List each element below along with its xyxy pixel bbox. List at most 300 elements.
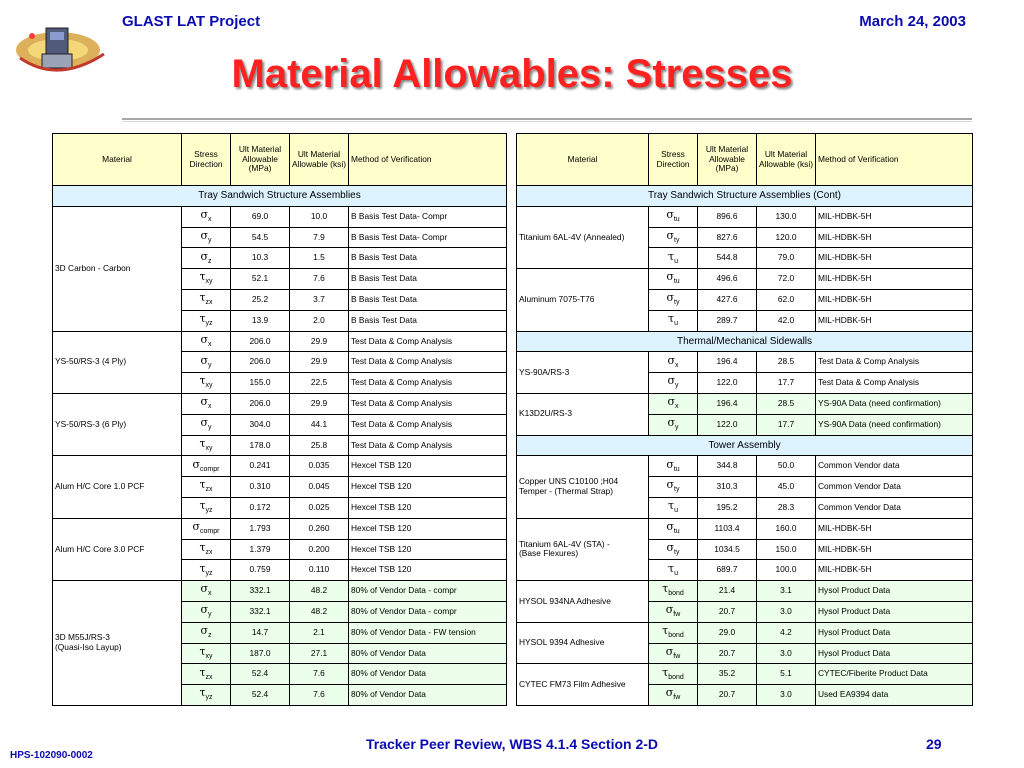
table-row <box>517 664 973 685</box>
allowable-mpa: 344.8 <box>698 456 757 477</box>
stress-subscript: x <box>675 403 679 411</box>
table-row <box>517 581 973 602</box>
verification-method: YS-90A Data (need confirmation) <box>816 393 973 414</box>
allowable-ksi: 2.1 <box>290 622 349 643</box>
allowable-ksi: 130.0 <box>757 206 816 227</box>
allowable-mpa: 122.0 <box>698 414 757 435</box>
stress-subscript: ty <box>674 549 680 557</box>
stress-symbol: τ <box>662 624 669 638</box>
table-row <box>517 206 973 227</box>
verification-method: Test Data & Comp Analysis <box>349 373 507 394</box>
stress-symbol: σ <box>200 624 208 638</box>
verification-method: Hexcel TSB 120 <box>349 560 507 581</box>
verification-method: MIL-HDBK-5H <box>816 227 973 248</box>
verification-method: Test Data & Comp Analysis <box>816 352 973 373</box>
stress-symbol: τ <box>199 686 206 700</box>
allowable-mpa: 304.0 <box>231 414 290 435</box>
stress-direction-symbol <box>649 269 698 290</box>
stress-symbol: σ <box>666 291 675 305</box>
stress-direction-symbol <box>649 560 698 581</box>
verification-method: Test Data & Comp Analysis <box>349 352 507 373</box>
stress-subscript: fw <box>673 611 681 619</box>
stress-subscript: zx <box>205 299 213 307</box>
stress-symbol: σ <box>200 416 208 430</box>
allowable-ksi: 79.0 <box>757 248 816 269</box>
allowable-ksi: 0.035 <box>290 456 349 477</box>
allowable-mpa: 827.6 <box>698 227 757 248</box>
allowable-ksi: 17.7 <box>757 373 816 394</box>
verification-method: Test Data & Comp Analysis <box>349 393 507 414</box>
section-title: Tower Assembly <box>517 435 973 456</box>
table-row <box>517 269 973 290</box>
stress-direction-symbol <box>182 518 231 539</box>
verification-method: Hexcel TSB 120 <box>349 497 507 518</box>
allowable-mpa: 13.9 <box>231 310 290 331</box>
allowable-mpa: 196.4 <box>698 352 757 373</box>
stress-symbol: τ <box>199 291 206 305</box>
allowable-mpa: 0.241 <box>231 456 290 477</box>
allowable-ksi: 72.0 <box>757 269 816 290</box>
material-name: Alum H/C Core 3.0 PCF <box>53 518 182 580</box>
allowable-mpa: 427.6 <box>698 289 757 310</box>
presentation-date: March 24, 2003 <box>859 13 966 30</box>
stress-symbol: τ <box>199 561 206 575</box>
stress-direction-symbol <box>182 560 231 581</box>
column-header-method: Method of Verification <box>349 134 507 186</box>
stress-direction-symbol <box>649 664 698 685</box>
stress-subscript: x <box>208 590 212 598</box>
verification-method: Used EA9394 data <box>816 685 973 706</box>
allowable-ksi: 28.5 <box>757 352 816 373</box>
allowable-ksi: 160.0 <box>757 518 816 539</box>
stress-subscript: yz <box>205 569 213 577</box>
column-header-ult-ksi: Ult Material Allowable (ksi) <box>290 134 349 186</box>
material-name: HYSOL 9394 Adhesive <box>517 622 649 664</box>
allowable-mpa: 332.1 <box>231 601 290 622</box>
verification-method: MIL-HDBK-5H <box>816 310 973 331</box>
allowable-ksi: 29.9 <box>290 331 349 352</box>
allowable-ksi: 0.260 <box>290 518 349 539</box>
allowable-ksi: 48.2 <box>290 581 349 602</box>
material-name: Copper UNS C10100 ;H04 Temper - (Thermal Strap) <box>517 456 649 518</box>
verification-method: 80% of Vendor Data - compr <box>349 581 507 602</box>
stress-subscript: x <box>208 403 212 411</box>
allowable-ksi: 4.2 <box>757 622 816 643</box>
verification-method: Hysol Product Data <box>816 622 973 643</box>
allowable-mpa: 0.310 <box>231 477 290 498</box>
allowable-mpa: 20.7 <box>698 685 757 706</box>
table-row <box>53 518 507 539</box>
allowable-mpa: 195.2 <box>698 497 757 518</box>
stress-subscript: z <box>208 257 212 265</box>
stress-symbol: τ <box>662 665 669 679</box>
allowable-mpa: 20.7 <box>698 643 757 664</box>
title-divider <box>122 118 972 120</box>
table-row <box>517 352 973 373</box>
verification-method: B Basis Test Data- Compr <box>349 206 507 227</box>
stress-symbol: τ <box>668 561 675 575</box>
table-row <box>53 393 507 414</box>
allowable-ksi: 28.5 <box>757 393 816 414</box>
stress-direction-symbol <box>649 248 698 269</box>
allowable-mpa: 1103.4 <box>698 518 757 539</box>
stress-direction-symbol <box>182 497 231 518</box>
stress-symbol: σ <box>666 228 675 242</box>
stress-subscript: u <box>674 257 678 265</box>
document-id: HPS-102090-0002 <box>10 750 93 761</box>
stress-symbol: σ <box>666 457 674 471</box>
stress-symbol: τ <box>668 499 675 513</box>
stress-symbol: σ <box>667 416 675 430</box>
stress-direction-symbol <box>182 310 231 331</box>
allowable-ksi: 62.0 <box>757 289 816 310</box>
material-name: YS-90A/RS-3 <box>517 352 649 394</box>
allowable-ksi: 100.0 <box>757 560 816 581</box>
allowable-mpa: 54.5 <box>231 227 290 248</box>
verification-method: 80% of Vendor Data <box>349 685 507 706</box>
footer-review-title: Tracker Peer Review, WBS 4.1.4 Section 2-D <box>365 736 659 752</box>
stress-direction-symbol <box>649 477 698 498</box>
verification-method: 80% of Vendor Data - compr <box>349 601 507 622</box>
allowable-ksi: 0.110 <box>290 560 349 581</box>
stress-symbol: σ <box>666 208 674 222</box>
allowable-ksi: 7.6 <box>290 664 349 685</box>
stress-direction-symbol <box>182 331 231 352</box>
verification-method: Hexcel TSB 120 <box>349 539 507 560</box>
allowable-mpa: 52.1 <box>231 269 290 290</box>
stress-subscript: tu <box>673 465 680 473</box>
stress-direction-symbol <box>649 227 698 248</box>
column-header-method: Method of Verification <box>816 134 973 186</box>
stress-symbol: τ <box>199 312 206 326</box>
allowable-mpa: 496.6 <box>698 269 757 290</box>
stress-symbol: σ <box>200 208 208 222</box>
section-title: Tray Sandwich Structure Assemblies (Cont) <box>517 186 973 207</box>
allowable-ksi: 50.0 <box>757 456 816 477</box>
stress-subscript: y <box>208 361 212 369</box>
allowable-ksi: 150.0 <box>757 539 816 560</box>
stress-subscript: xy <box>205 445 213 453</box>
allowable-mpa: 155.0 <box>231 373 290 394</box>
stress-direction-symbol <box>182 581 231 602</box>
stress-subscript: fw <box>673 694 681 702</box>
material-name: YS-50/RS-3 (4 Ply) <box>53 331 182 393</box>
stress-direction-symbol <box>182 352 231 373</box>
stress-subscript: tu <box>673 528 680 536</box>
stress-direction-symbol <box>649 393 698 414</box>
section-header-row <box>517 186 973 207</box>
allowable-ksi: 3.0 <box>757 643 816 664</box>
stress-subscript: tu <box>673 278 680 286</box>
stress-symbol: σ <box>665 686 674 700</box>
allowable-ksi: 0.045 <box>290 477 349 498</box>
allowable-ksi: 7.9 <box>290 227 349 248</box>
material-name: K13D2U/RS-3 <box>517 393 649 435</box>
stress-direction-symbol <box>649 685 698 706</box>
stress-subscript: zx <box>205 549 213 557</box>
stress-subscript: tu <box>673 216 680 224</box>
allowable-ksi: 29.9 <box>290 352 349 373</box>
material-name: Titanium 6AL-4V (Annealed) <box>517 206 649 268</box>
stress-symbol: τ <box>199 478 206 492</box>
table-row <box>517 622 973 643</box>
verification-method: Hexcel TSB 120 <box>349 477 507 498</box>
allowable-mpa: 14.7 <box>231 622 290 643</box>
stress-subscript: compr <box>200 465 220 473</box>
material-name: Alum H/C Core 1.0 PCF <box>53 456 182 518</box>
stress-subscript: bond <box>668 590 684 598</box>
stress-symbol: σ <box>666 270 674 284</box>
stress-symbol: τ <box>199 499 206 513</box>
stress-direction-symbol <box>649 518 698 539</box>
allowable-ksi: 3.1 <box>757 581 816 602</box>
stress-direction-symbol <box>649 206 698 227</box>
verification-method: Test Data & Comp Analysis <box>816 373 973 394</box>
stress-direction-symbol <box>182 539 231 560</box>
section-title: Thermal/Mechanical Sidewalls <box>517 331 973 352</box>
stress-symbol: τ <box>668 312 675 326</box>
stress-direction-symbol <box>182 269 231 290</box>
column-header-stress-direction: Stress Direction <box>182 134 231 186</box>
verification-method: MIL-HDBK-5H <box>816 269 973 290</box>
allowable-ksi: 48.2 <box>290 601 349 622</box>
allowable-ksi: 7.6 <box>290 685 349 706</box>
stress-direction-symbol <box>649 310 698 331</box>
stress-symbol: τ <box>668 249 675 263</box>
stress-subscript: xy <box>205 382 213 390</box>
verification-method: 80% of Vendor Data <box>349 643 507 664</box>
material-name: CYTEC FM73 Film Adhesive <box>517 664 649 706</box>
allowables-table-left <box>52 133 507 706</box>
stress-direction-symbol <box>649 373 698 394</box>
section-header-row <box>53 186 507 207</box>
allowable-mpa: 20.7 <box>698 601 757 622</box>
table-row <box>517 456 973 477</box>
stress-symbol: σ <box>200 395 208 409</box>
table-header-row <box>517 134 973 186</box>
material-name: 3D Carbon - Carbon <box>53 206 182 331</box>
table-row <box>517 393 973 414</box>
stress-direction-symbol <box>182 414 231 435</box>
stress-direction-symbol <box>649 289 698 310</box>
verification-method: MIL-HDBK-5H <box>816 518 973 539</box>
allowable-mpa: 1.793 <box>231 518 290 539</box>
stress-subscript: ty <box>674 299 680 307</box>
allowable-ksi: 17.7 <box>757 414 816 435</box>
material-name: HYSOL 934NA Adhesive <box>517 581 649 623</box>
section-title: Tray Sandwich Structure Assemblies <box>53 186 507 207</box>
stress-symbol: σ <box>667 374 675 388</box>
stress-direction-symbol <box>182 643 231 664</box>
stress-symbol: σ <box>200 353 208 367</box>
stress-symbol: σ <box>200 582 208 596</box>
stress-direction-symbol <box>649 622 698 643</box>
stress-symbol: σ <box>666 520 674 534</box>
verification-method: MIL-HDBK-5H <box>816 248 973 269</box>
stress-subscript: yz <box>205 507 213 515</box>
allowable-mpa: 21.4 <box>698 581 757 602</box>
column-header-ult-mpa: Ult Material Allowable (MPa) <box>231 134 290 186</box>
verification-method: MIL-HDBK-5H <box>816 289 973 310</box>
column-header-ult-mpa: Ult Material Allowable (MPa) <box>698 134 757 186</box>
stress-subscript: yz <box>205 320 213 328</box>
stress-direction-symbol <box>182 456 231 477</box>
allowable-mpa: 122.0 <box>698 373 757 394</box>
material-name: YS-50/RS-3 (6 Ply) <box>53 393 182 455</box>
allowable-mpa: 206.0 <box>231 331 290 352</box>
stress-direction-symbol <box>649 539 698 560</box>
stress-direction-symbol <box>182 227 231 248</box>
verification-method: MIL-HDBK-5H <box>816 560 973 581</box>
verification-method: CYTEC/Fiberite Product Data <box>816 664 973 685</box>
stress-direction-symbol <box>649 414 698 435</box>
section-header-row <box>517 331 973 352</box>
allowable-ksi: 7.6 <box>290 269 349 290</box>
verification-method: B Basis Test Data- Compr <box>349 227 507 248</box>
verification-method: Common Vendor Data <box>816 477 973 498</box>
allowable-mpa: 178.0 <box>231 435 290 456</box>
verification-method: B Basis Test Data <box>349 248 507 269</box>
allowable-mpa: 206.0 <box>231 352 290 373</box>
allowable-mpa: 896.6 <box>698 206 757 227</box>
allowable-ksi: 0.200 <box>290 539 349 560</box>
allowable-mpa: 289.7 <box>698 310 757 331</box>
verification-method: 80% of Vendor Data - FW tension <box>349 622 507 643</box>
allowable-mpa: 69.0 <box>231 206 290 227</box>
verification-method: Test Data & Comp Analysis <box>349 435 507 456</box>
stress-symbol: σ <box>666 540 675 554</box>
stress-direction-symbol <box>649 643 698 664</box>
stress-direction-symbol <box>649 497 698 518</box>
verification-method: Hysol Product Data <box>816 643 973 664</box>
allowable-ksi: 0.025 <box>290 497 349 518</box>
stress-subscript: y <box>675 382 679 390</box>
allowable-mpa: 206.0 <box>231 393 290 414</box>
stress-subscript: y <box>208 237 212 245</box>
allowable-mpa: 1034.5 <box>698 539 757 560</box>
verification-method: 80% of Vendor Data <box>349 664 507 685</box>
allowable-mpa: 0.759 <box>231 560 290 581</box>
stress-symbol: τ <box>199 270 206 284</box>
stress-subscript: ty <box>674 486 680 494</box>
verification-method: Hexcel TSB 120 <box>349 456 507 477</box>
stress-direction-symbol <box>182 477 231 498</box>
title-divider-shadow <box>122 121 972 122</box>
stress-subscript: z <box>208 632 212 640</box>
stress-direction-symbol <box>182 289 231 310</box>
allowable-mpa: 10.3 <box>231 248 290 269</box>
verification-method: Common Vendor Data <box>816 497 973 518</box>
stress-subscript: ty <box>674 237 680 245</box>
stress-direction-symbol <box>182 206 231 227</box>
stress-subscript: y <box>208 611 212 619</box>
verification-method: B Basis Test Data <box>349 269 507 290</box>
allowable-mpa: 0.172 <box>231 497 290 518</box>
stress-symbol: σ <box>665 644 674 658</box>
stress-direction-symbol <box>649 601 698 622</box>
stress-symbol: σ <box>665 603 674 617</box>
stress-symbol: τ <box>199 644 206 658</box>
verification-method: Common Vendor data <box>816 456 973 477</box>
verification-method: B Basis Test Data <box>349 310 507 331</box>
stress-direction-symbol <box>649 456 698 477</box>
allowable-ksi: 10.0 <box>290 206 349 227</box>
stress-subscript: fw <box>673 653 681 660</box>
verification-method: Hysol Product Data <box>816 601 973 622</box>
allowable-mpa: 196.4 <box>698 393 757 414</box>
stress-subscript: xy <box>205 653 213 660</box>
allowables-table-right <box>516 133 973 706</box>
verification-method: YS-90A Data (need confirmation) <box>816 414 973 435</box>
allowable-ksi: 44.1 <box>290 414 349 435</box>
stress-subscript: y <box>675 424 679 432</box>
material-name: Titanium 6AL-4V (STA) - (Base Flexures) <box>517 518 649 580</box>
allowable-ksi: 29.9 <box>290 393 349 414</box>
stress-symbol: σ <box>200 332 208 346</box>
allowable-ksi: 27.1 <box>290 643 349 664</box>
stress-direction-symbol <box>182 393 231 414</box>
stress-symbol: τ <box>199 374 206 388</box>
allowable-ksi: 2.0 <box>290 310 349 331</box>
stress-direction-symbol <box>182 622 231 643</box>
stress-symbol: τ <box>199 665 206 679</box>
allowable-ksi: 28.3 <box>757 497 816 518</box>
allowable-ksi: 45.0 <box>757 477 816 498</box>
stress-subscript: compr <box>200 528 220 536</box>
stress-subscript: xy <box>205 278 213 286</box>
stress-symbol: τ <box>662 582 669 596</box>
allowable-mpa: 52.4 <box>231 685 290 706</box>
stress-subscript: u <box>674 507 678 515</box>
stress-subscript: bond <box>668 673 684 681</box>
allowable-ksi: 1.5 <box>290 248 349 269</box>
allowable-mpa: 689.7 <box>698 560 757 581</box>
stress-subscript: yz <box>205 694 213 702</box>
verification-method: MIL-HDBK-5H <box>816 206 973 227</box>
allowable-mpa: 29.0 <box>698 622 757 643</box>
verification-method: Test Data & Comp Analysis <box>349 331 507 352</box>
stress-direction-symbol <box>182 601 231 622</box>
table-row <box>53 456 507 477</box>
page-number: 29 <box>926 736 942 752</box>
stress-direction-symbol <box>182 248 231 269</box>
stress-direction-symbol <box>182 664 231 685</box>
stress-symbol: σ <box>200 228 208 242</box>
stress-symbol: σ <box>200 249 208 263</box>
stress-subscript: x <box>208 341 212 349</box>
allowable-mpa: 310.3 <box>698 477 757 498</box>
verification-method: Test Data & Comp Analysis <box>349 414 507 435</box>
column-header-material: Material <box>53 134 182 186</box>
column-header-stress-direction: Stress Direction <box>649 134 698 186</box>
stress-subscript: u <box>674 320 678 328</box>
stress-subscript: y <box>208 424 212 432</box>
verification-method: Hexcel TSB 120 <box>349 518 507 539</box>
allowable-ksi: 3.0 <box>757 601 816 622</box>
allowable-mpa: 35.2 <box>698 664 757 685</box>
allowable-ksi: 3.7 <box>290 289 349 310</box>
stress-subscript: bond <box>668 632 684 640</box>
table-row <box>53 331 507 352</box>
page-title: Material Allowables: Stresses <box>231 52 793 96</box>
stress-subscript: u <box>674 569 678 577</box>
stress-subscript: zx <box>205 486 213 494</box>
stress-symbol: σ <box>192 520 201 534</box>
stress-direction-symbol <box>649 352 698 373</box>
material-name: Aluminum 7075-T76 <box>517 269 649 331</box>
project-name: GLAST LAT Project <box>122 13 261 30</box>
stress-symbol: τ <box>199 436 206 450</box>
